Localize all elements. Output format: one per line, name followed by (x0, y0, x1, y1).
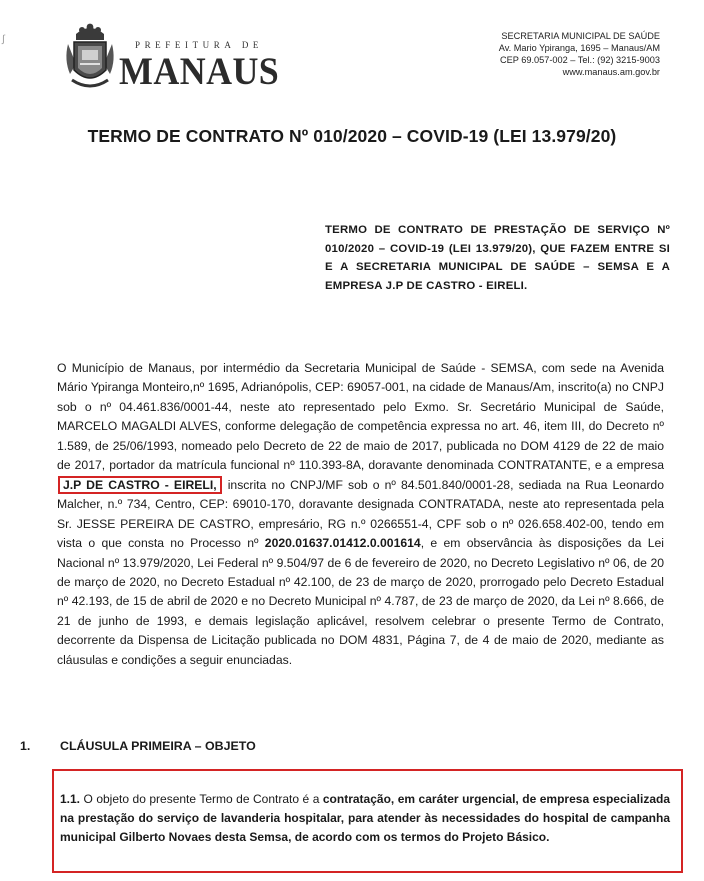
preamble-part-1: O Município de Manaus, por intermédio da Secretaria Municipal de Saúde - SEMSA, com sede na Avenida Mário Ypiranga Monteiro,nº 1695, Adrianópolis, CEP: 69057-001, na cidade de Manaus/Am, inscrito(a) no CNPJ sob o nº 04.461.836/0001-44, neste ato representado pelo Exmo. Sr. Secretário Municipal de Saúde, MARCELO MAGALDI ALVES, conforme delegação de competência expressa no art. 46, item III, do Decreto nº 1.589, de 25/06/1993, nomeado pelo Decreto de 22 de maio de 2017, publicada no DOM 4129 de 22 de maio de 2017, portador da matrícula funcional nº 110.393-8A, doravante denominada CONTRATANTE, e a empresa (57, 361, 664, 473)
preamble-part-2: inscrita no CNPJ/MF sob o nº 84.501.840/0001-28, sediada na Rua Leonardo Malcher, n.º 734, Centro, CEP: 69010-170, doravante designada CONTRATADA, neste ato representada pela Sr. JESSE PEREIRA DE CASTRO, empresário, RG n.º 0266551-4, CPF sob o nº 026.658.402-00, tendo em vista o que consta no Processo nº (57, 477, 664, 551)
manaus-crest-icon (62, 20, 118, 96)
secretaria-name: SECRETARIA MUNICIPAL DE SAÚDE (501, 31, 660, 41)
contract-summary: TERMO DE CONTRATO DE PRESTAÇÃO DE SERVIÇO Nº 010/2020 – COVID-19 (LEI 13.979/20), QUE FAZEM ENTRE SI E A SECRETARIA MUNICIPAL DE SAÚDE – SEMSA E A EMPRESA J.P DE CASTRO - EIRELI. (325, 224, 670, 292)
secretaria-address-block (499, 30, 660, 78)
preamble-part-3: , e em observância às disposições da Lei Nacional nº 13.979/2020, Lei Federal nº 9.504/97 de 6 de fevereiro de 2020, no Decreto Legislativo nº 06, de 20 de março de 2020, no Decreto Estadual nº 42.100, de 23 de março de 2020, prorrogado pelo Decreto Estadual nº 42.193, de 15 de abril de 2020 e no Decreto Municipal nº 4.787, de 23 de março de 2020, da Lei nº 8.666, de 21 de junho de 1993, e demais legislação aplicável, resolvem celebrar o presente Termo de Contrato, decorrente da Dispensa de Licitação publicada no DOM 4831, Página 7, de 4 de maio de 2020, mediante as cláusulas e condições a seguir enunciadas. (57, 536, 664, 667)
clause-number: 1. (20, 739, 31, 753)
prefeitura-logo (62, 20, 332, 100)
contract-title: TERMO DE CONTRATO Nº 010/2020 – COVID-19 (LEI 13.979/20) (87, 126, 617, 146)
company-name-highlight: J.P DE CASTRO - EIRELI, (58, 476, 222, 494)
contract-preamble (57, 359, 664, 670)
clause-text-bold: contratação, em caráter urgencial, de empresa especializada na prestação do serviço de lavanderia hospitalar, para atender às necessidades do hospital de campanha municipal Gilberto Novaes desta Semsa, de acordo com os termos do Projeto Básico. (60, 792, 670, 845)
clause-object-text (60, 790, 670, 848)
brand-prefeitura-label: PREFEITURA DE (134, 40, 264, 50)
clause-text-plain: O objeto do presente Termo de Contrato é a (80, 792, 323, 806)
clause-heading (20, 739, 256, 753)
secretaria-website: www.manaus.am.gov.br (562, 67, 660, 77)
scan-mark: ∫ (2, 34, 5, 45)
clause-subnumber: 1.1. (60, 792, 81, 806)
secretaria-cep-phone: CEP 69.057-002 – Tel.: (92) 3215-9003 (499, 55, 660, 65)
process-number: 2020.01637.01412.0.001614 (264, 536, 421, 551)
clause-title: CLÁUSULA PRIMEIRA – OBJETO (60, 739, 256, 753)
secretaria-street: Av. Mario Ypiranga, 1695 – Manaus/AM (498, 43, 660, 53)
brand-manaus-label: MANAUS (119, 50, 280, 93)
